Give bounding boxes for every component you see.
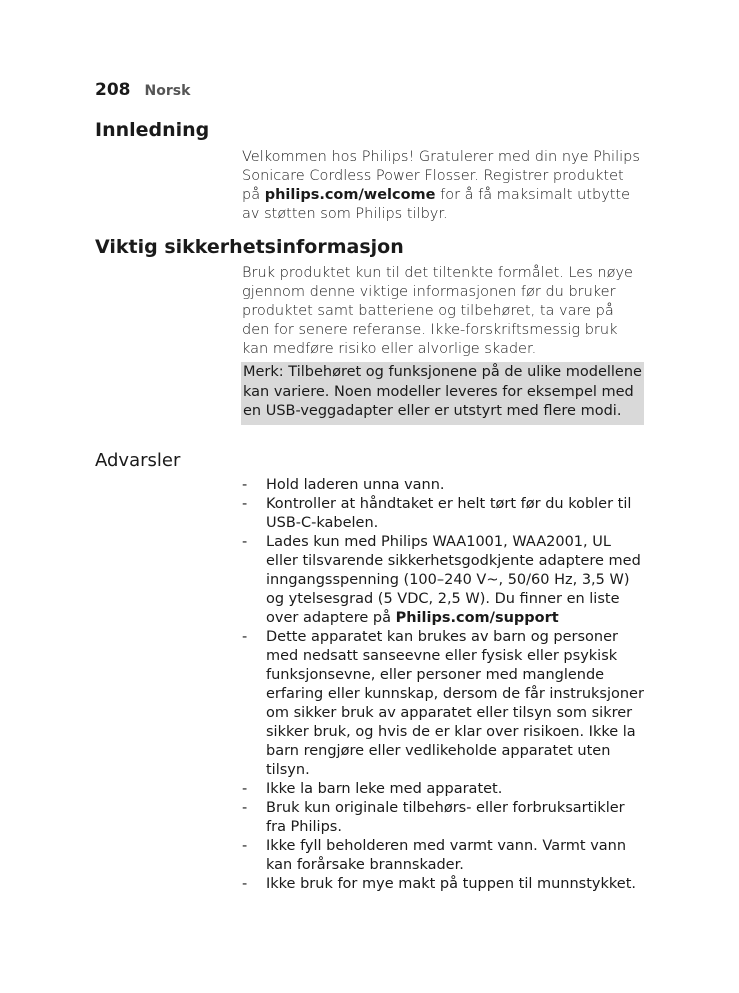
- bullet-dash: -: [242, 838, 248, 854]
- intro-text-after-link: for å få maksimalt utbytte av støtten som Philips tilbyr.: [242, 187, 631, 222]
- warning-text: Bruk kun originale tilbehørs- eller forbruksartikler fra Philips.: [266, 800, 625, 835]
- bullet-dash: -: [242, 496, 248, 512]
- warning-item: [242, 628, 644, 780]
- warning-text: Ikke bruk for mye makt på tuppen til munnstykket.: [266, 876, 636, 892]
- intro-welcome-link[interactable]: philips.com/welcome: [264, 187, 436, 203]
- warning-item: [242, 533, 644, 628]
- page-number: 208: [95, 80, 131, 100]
- warning-item: [242, 799, 644, 837]
- safety-heading: Viktig sikkerhetsinformasjon: [95, 236, 404, 258]
- warning-item: [242, 875, 644, 894]
- warning-text: Ikke fyll beholderen med varmt vann. Varmt vann kan forårsake brannskader.: [266, 838, 627, 873]
- warning-text: Ikke la barn leke med apparatet.: [266, 781, 503, 797]
- bullet-dash: -: [242, 876, 248, 892]
- page-language: Norsk: [144, 83, 191, 99]
- warning-text: Lades kun med Philips WAA1001, WAA2001, UL eller tilsvarende sikkerhetsgodkjente adaptere med inngangsspenning (100–240 V~, 50/60 Hz, 3,5 W) og ytelsesgrad (5 VDC, 2,5 W). Du finner en liste over adaptere på: [266, 534, 641, 626]
- warning-item: [242, 780, 644, 799]
- intro-text-before-link: Velkommen hos Philips! Gratulerer med din nye Philips Sonicare Cordless Power Flosser. Registrer produktet på: [242, 149, 640, 203]
- bullet-dash: -: [242, 629, 248, 645]
- bullet-dash: -: [242, 781, 248, 797]
- bullet-dash: -: [242, 800, 248, 816]
- safety-paragraph: Bruk produktet kun til det tiltenkte formålet. Les nøye gjennom denne viktige informasjonen før du bruker produktet samt batteriene og tilbehøret, ta vare på den for senere referanse. Ikke-forskriftsmessig bruk kan medføre risiko eller alvorlige skader.: [242, 265, 633, 357]
- intro-heading: Innledning: [95, 119, 210, 141]
- warning-text: Kontroller at håndtaket er helt tørt før du kobler til USB-C-kabelen.: [266, 496, 632, 531]
- bullet-dash: -: [242, 534, 248, 550]
- warning-text: Hold laderen unna vann.: [266, 477, 445, 493]
- warnings-heading: Advarsler: [95, 450, 181, 471]
- bullet-dash: -: [242, 477, 248, 493]
- warning-item: [242, 495, 644, 533]
- intro-paragraph: [242, 148, 644, 224]
- warnings-list: [242, 476, 644, 894]
- support-link[interactable]: Philips.com/support: [395, 610, 559, 626]
- page-header: [95, 80, 190, 100]
- warning-item: [242, 837, 644, 875]
- warning-item: [242, 476, 644, 495]
- warning-text: Dette apparatet kan brukes av barn og personer med nedsatt sanseevne eller fysisk eller psykisk funksjonsevne, eller personer med manglende erfaring eller kunnskap, dersom de får instruksjoner om sikker bruk av apparatet eller tilsyn som sikrer sikker bruk, og hvis de er klar over risikoen. Ikke la barn rengjøre eller vedlikeholde apparatet uten tilsyn.: [266, 629, 644, 778]
- note-box: Merk: Tilbehøret og funksjonene på de ulike modellene kan variere. Noen modeller leveres for eksempel med en USB-veggadapter eller er utstyrt med flere modi.: [241, 362, 644, 425]
